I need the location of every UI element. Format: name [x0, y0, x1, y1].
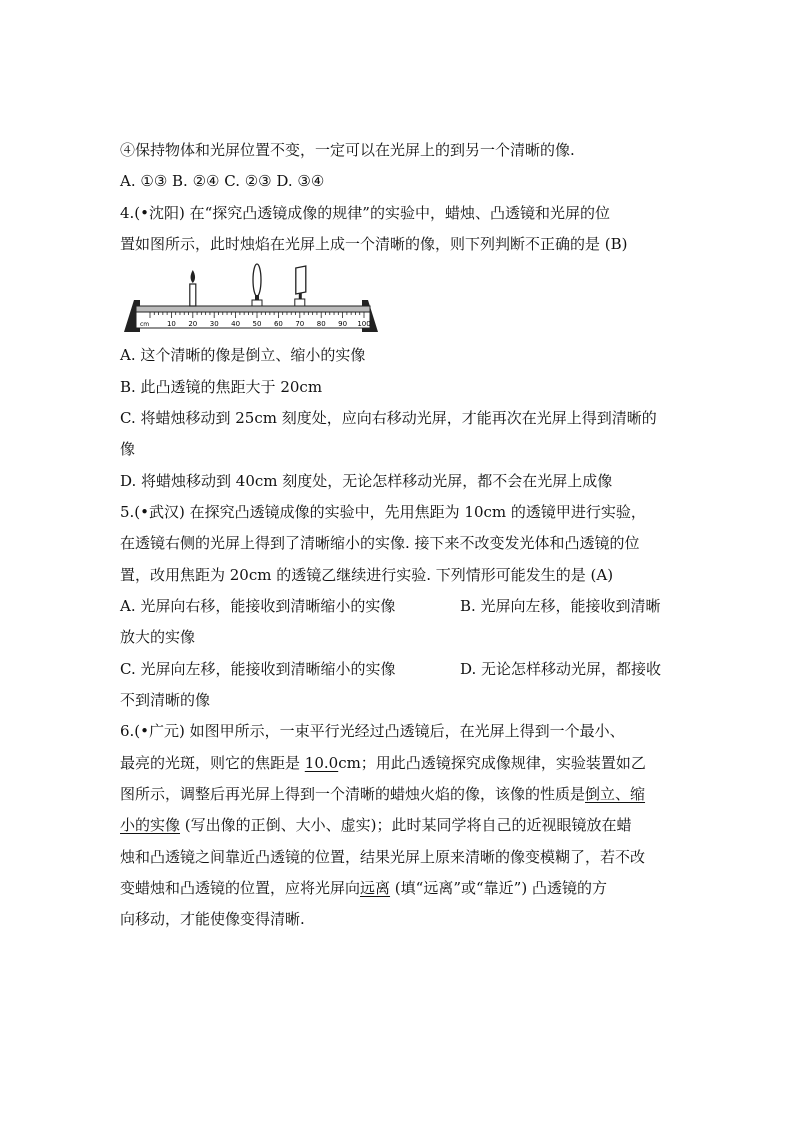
q5-stem-line-1: 5.(•武汉) 在探究凸透镜成像的实验中，先用焦距为 10cm 的透镜甲进行实验， [120, 503, 646, 521]
q6-text: cm；用此凸透镜探究成像规律，实验装置如乙 [338, 754, 646, 772]
q5-option-b-line-1: B. 光屏向左移，能接收到清晰 [460, 597, 661, 615]
ruler-tick-label: 10 [166, 320, 176, 328]
q4-option-c-line-1: C. 将蜡烛移动到 25cm 刻度处，应向右移动光屏，才能再次在光屏上得到清晰的 [120, 409, 657, 427]
q5-option-a: A. 光屏向右移，能接收到清晰缩小的实像 [120, 597, 396, 615]
q6-line-5: 烛和凸透镜之间靠近凸透镜的位置，结果光屏上原来清晰的像变模糊了，若不改 [120, 848, 646, 866]
ruler-tick-label: 80 [316, 320, 326, 328]
q5-option-b-line-2: 放大的实像 [120, 628, 196, 646]
q6-line-7: 向移动，才能使像变得清晰. [120, 910, 305, 928]
q6-line-3 [120, 784, 645, 804]
ruler-tick-label: 40 [231, 320, 241, 328]
q4-option-c-line-2: 像 [120, 440, 136, 458]
q6-answer-direction: 远离 [360, 879, 391, 897]
q6-line-1: 6.(•广元) 如图甲所示，一束平行光经过凸透镜后，在光屏上得到一个最小、 [120, 722, 625, 740]
ruler-tick-label: 70 [295, 320, 305, 328]
q5-option-d-line-1: D. 无论怎样移动光屏，都接收 [460, 660, 662, 678]
q4-option-b: B. 此凸透镜的焦距大于 20cm [120, 378, 323, 396]
q6-answer-image-nature-1: 倒立、缩 [585, 785, 646, 803]
ruler-tick-label: 30 [209, 320, 219, 328]
ruler-tick-label: 50 [252, 320, 262, 328]
q6-text: 最亮的光斑，则它的焦距是 [120, 754, 305, 772]
q6-answer-focal-length: 10.0 [304, 754, 339, 772]
ruler-unit: cm [140, 321, 150, 328]
q5-option-row-1 [120, 596, 661, 616]
q3-item-4: ④保持物体和光屏位置不变，一定可以在光屏上的到另一个清晰的像. [120, 141, 575, 159]
q6-answer-image-nature-2: 小的实像 [120, 816, 181, 834]
convex-lens [252, 264, 262, 306]
q4-option-a: A. 这个清晰的像是倒立、缩小的实像 [120, 346, 366, 364]
ruler-tick-label: 100 [357, 320, 371, 328]
q6-line-4 [120, 815, 632, 835]
q5-stem-line-2: 在透镜右侧的光屏上得到了清晰缩小的实像. 接下来不改变发光体和凸透镜的位 [120, 534, 640, 552]
q6-text: 变蜡烛和凸透镜的位置，应将光屏向 [120, 879, 361, 897]
q3-options: A. ①③ B. ②④ C. ②③ D. ③④ [120, 172, 325, 190]
q5-stem-line-3: 置，改用焦距为 20cm 的透镜乙继续进行实验. 下列情形可能发生的是 (A) [120, 566, 614, 584]
q5-option-row-2 [120, 659, 662, 679]
light-screen [295, 266, 306, 306]
q4-stem-line-2: 置如图所示，此时烛焰在光屏上成一个清晰的像，则下列判断不正确的是 (B) [120, 235, 628, 253]
q6-text: (填“远离”或“靠近”) 凸透镜的方 [390, 879, 607, 897]
q6-text: 图所示，调整后再光屏上得到一个清晰的蜡烛火焰的像，该像的性质是 [120, 785, 586, 803]
q6-text: (写出像的正倒、大小、虚实)；此时某同学将自己的近视眼镜放在蜡 [180, 816, 632, 834]
q5-option-c: C. 光屏向左移，能接收到清晰缩小的实像 [120, 660, 396, 678]
ruler-tick-label: 90 [338, 320, 348, 328]
ruler-tick-label: 60 [273, 320, 283, 328]
q5-option-d-line-2: 不到清晰的像 [120, 691, 211, 709]
q4-option-d: D. 将蜡烛移动到 40cm 刻度处，无论怎样移动光屏，都不会在光屏上成像 [120, 472, 613, 490]
q4-stem-line-1: 4.(•沈阳) 在“探究凸透镜成像的规律”的实验中，蜡烛、凸透镜和光屏的位 [120, 204, 610, 222]
optical-bench-figure [120, 262, 382, 336]
candle [190, 270, 196, 306]
ruler-tick-label: 20 [188, 320, 198, 328]
q6-line-2 [120, 753, 646, 773]
q6-line-6 [120, 878, 607, 898]
